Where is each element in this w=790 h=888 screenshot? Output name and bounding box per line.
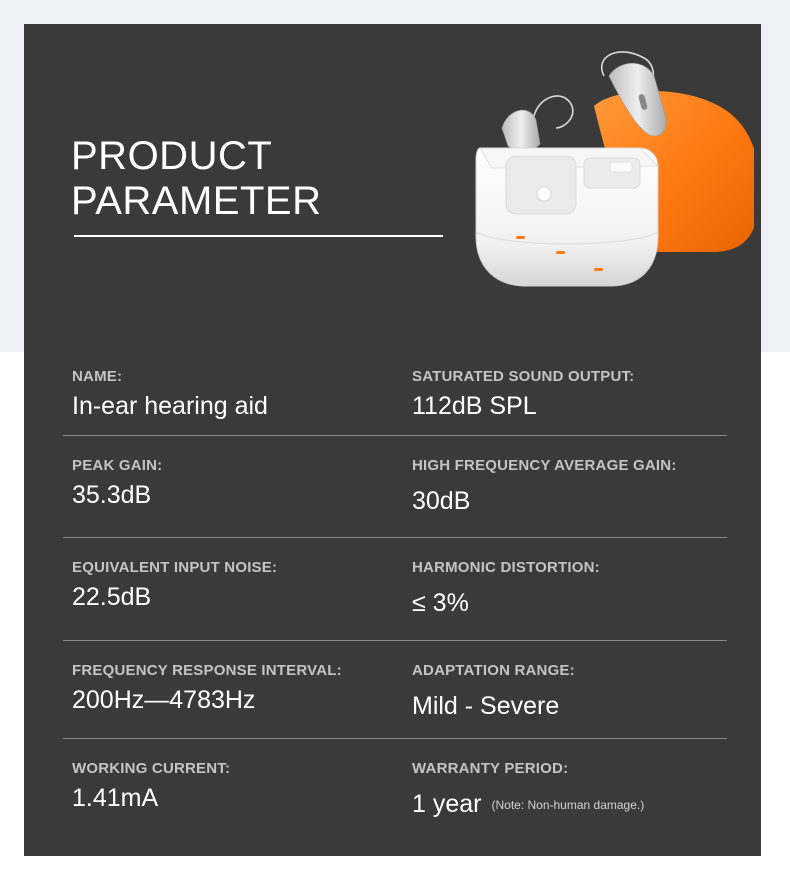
param-harmonic-distortion-label: HARMONIC DISTORTION: xyxy=(412,559,600,576)
param-working-current-label: WORKING CURRENT: xyxy=(72,760,231,777)
parameter-panel xyxy=(24,24,761,856)
param-peak-gain-value: 35.3dB xyxy=(72,481,152,509)
param-hf-average-gain-label: HIGH FREQUENCY AVERAGE GAIN: xyxy=(412,457,677,474)
param-saturated-output-value: 112dB SPL xyxy=(412,392,537,420)
param-peak-gain-label: PEAK GAIN: xyxy=(72,457,163,474)
row-divider xyxy=(63,435,727,436)
param-hf-average-gain-value: 30dB xyxy=(412,487,471,515)
title-line-2: PARAMETER xyxy=(71,179,322,223)
param-warranty-label: WARRANTY PERIOD: xyxy=(412,760,569,777)
title-underline xyxy=(74,235,443,237)
param-harmonic-distortion-value: ≤ 3% xyxy=(412,589,469,617)
param-working-current-value: 1.41mA xyxy=(72,784,159,812)
row-divider xyxy=(63,537,727,538)
param-warranty-value-line xyxy=(412,790,644,819)
param-frequency-response-label: FREQUENCY RESPONSE INTERVAL: xyxy=(72,662,342,679)
param-warranty-note: (Note: Non-human damage.) xyxy=(491,798,645,813)
page-title xyxy=(71,134,321,224)
param-input-noise-value: 22.5dB xyxy=(72,583,152,611)
param-warranty-value: 1 year xyxy=(412,790,482,818)
param-adaptation-range-label: ADAPTATION RANGE: xyxy=(412,662,575,679)
param-frequency-response-value: 200Hz—4783Hz xyxy=(72,686,256,714)
param-input-noise-label: EQUIVALENT INPUT NOISE: xyxy=(72,559,278,576)
param-saturated-output-label: SATURATED SOUND OUTPUT: xyxy=(412,368,635,385)
param-name-label: NAME: xyxy=(72,368,123,385)
row-divider xyxy=(63,640,727,641)
param-adaptation-range-value: Mild - Severe xyxy=(412,692,560,720)
hearing-aid-case-image xyxy=(444,36,754,302)
row-divider xyxy=(63,738,727,739)
param-name-value: In-ear hearing aid xyxy=(72,392,268,420)
title-line-1: PRODUCT xyxy=(71,134,273,178)
